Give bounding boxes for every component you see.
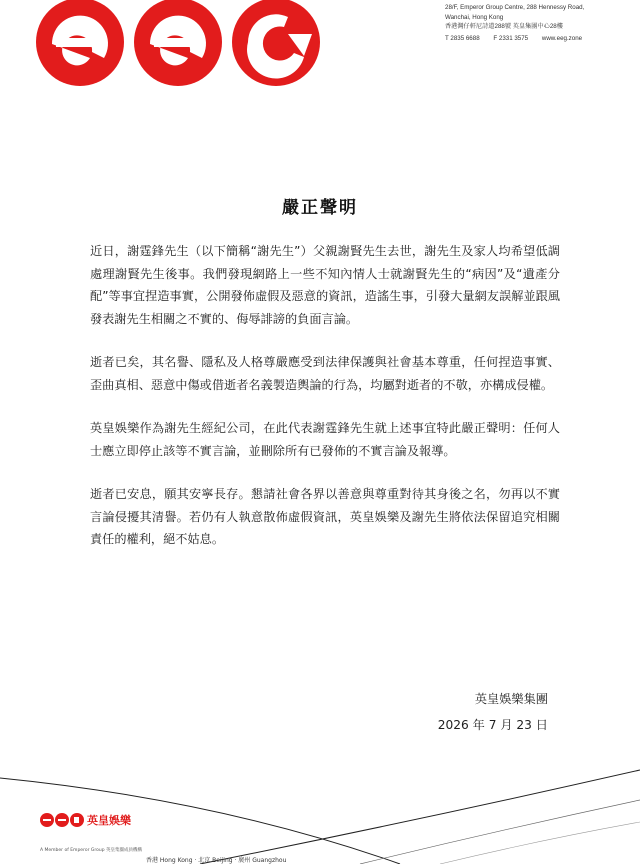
company-address bbox=[445, 3, 635, 43]
eeg-small-logo-icon bbox=[40, 812, 84, 828]
paragraph-3: 英皇娛樂作為謝先生經紀公司，在此代表謝霆鋒先生就上述事宜特此嚴正聲明：任何人士應立即停止該等不實言論，並刪除所有已發佈的不實言論及報導。 bbox=[90, 421, 560, 458]
signature-company: 英皇娛樂集團 bbox=[474, 692, 548, 706]
signature-date: 2026 年 7 月 23 日 bbox=[437, 718, 548, 732]
footer-member-note: A Member of Emperor Group 英皇集團成員機構 bbox=[40, 848, 142, 853]
statement-body bbox=[90, 240, 560, 572]
footer-brand: 英皇娛樂 bbox=[87, 814, 131, 827]
eeg-logo-icon bbox=[36, 0, 326, 90]
footer-logo bbox=[40, 812, 131, 828]
address-zh: 香港灣仔軒尼詩道288號 英皇集團中心28樓 bbox=[445, 23, 563, 31]
address-en-line1: 28/F, Emperor Group Centre, 288 Hennessy Road, bbox=[445, 4, 585, 11]
footer-cities: 香港 Hong Kong · 北京 Beijing · 廣州 Guangzhou bbox=[146, 857, 287, 864]
website: www.eeg.zone bbox=[541, 34, 583, 42]
paragraph-4: 逝者已安息，願其安寧長存。懇請社會各界以善意與尊重對待其身後之名，勿再以不實言論侵擾其清譽。若仍有人執意散佈虛假資訊，英皇娛樂及謝先生將依法保留追究相關責任的權利，絕不姑息。 bbox=[90, 487, 560, 546]
signature-block bbox=[438, 686, 548, 738]
address-en-line2: Wanchai, Hong Kong bbox=[445, 13, 504, 21]
contact-line bbox=[445, 34, 635, 44]
fax-number: F 2331 3575 bbox=[493, 34, 529, 42]
paragraph-2: 逝者已矣，其名譽、隱私及人格尊嚴應受到法律保護與社會基本尊重，任何捏造事實、歪曲真相、惡意中傷或借逝者名義製造輿論的行為，均屬對逝者的不敬，亦構成侵權。 bbox=[90, 355, 560, 392]
tel-number: T 2835 6688 bbox=[445, 34, 480, 42]
paragraph-1: 近日，謝霆鋒先生（以下簡稱“謝先生”）父親謝賢先生去世，謝先生及家人均希望低調處理謝賢先生後事。我們發現網路上一些不知內情人士就謝賢先生的“病因”及“遺產分配”等事宜捏造事實，公開發佈虛假及惡意的資訊，造謠生事，引發大量網友誤解並跟風發表謝先生相關之不實的、侮辱誹謗的負面言論。 bbox=[90, 244, 560, 326]
page-title: 嚴正聲明 bbox=[282, 198, 358, 218]
